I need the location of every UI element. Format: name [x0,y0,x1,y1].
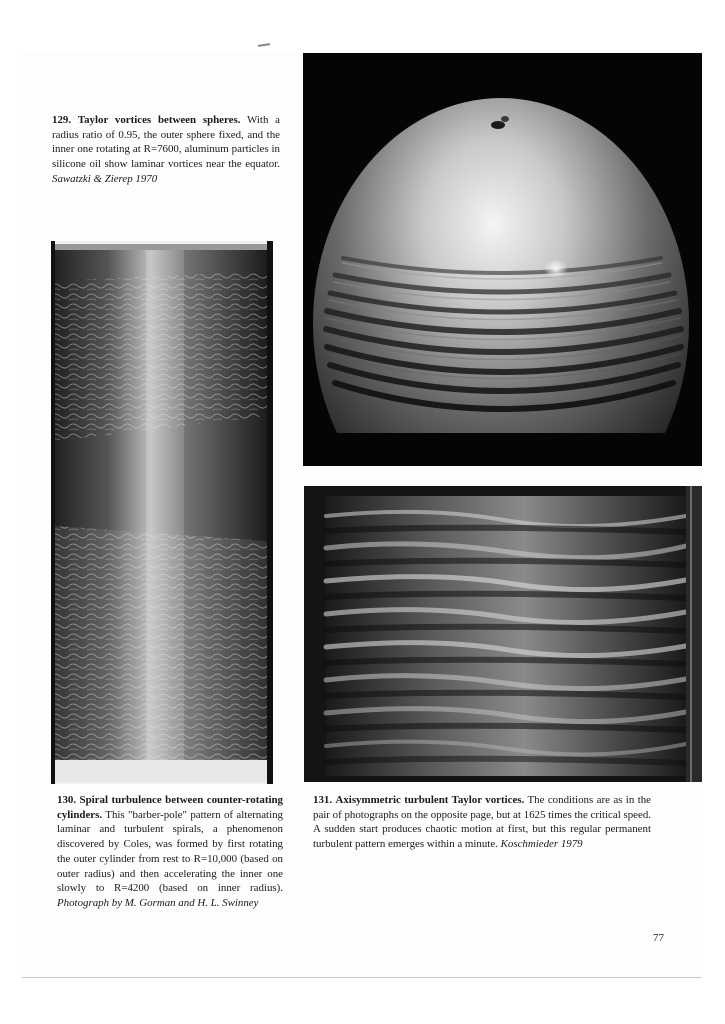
spiral-turbulence-illustration [51,241,273,784]
caption-129-credit: Sawatzki & Zierep 1970 [52,172,158,185]
caption-129-body: With a radius ratio of 0.95, the outer sphere fixed, and the inner one rotating at R=7600, aluminum particles in silicone oil show laminar vortices near the equator. [52,114,280,171]
axisymmetric-vortices-photo [304,486,702,782]
sphere-vortices-photo [303,53,702,466]
caption-130-title: Spiral turbulence between counter-rotating cylinders. [57,794,283,821]
caption-130-number: 130. [57,794,77,806]
axisymmetric-vortices-illustration [304,486,702,782]
caption-129-title: Taylor vortices between spheres. [77,114,241,126]
scan-mark [258,43,270,47]
caption-131-body: The conditions are as in the pair of photographs on the opposite page, but at 1625 times the critical speed. A sudden start produces chaotic motion at first, but this regular permanent turbulent pattern emerges within a minute. [313,794,651,851]
caption-130-body: This "barber-pole" pattern of alternating laminar and turbulent spirals, a phenomenon discovered by Coles, was formed by first rotating the outer cylinder from rest to R=10,000 (based on outer radius) and then accelerating the inner one slowly to R=4200 (based on inner radius). [57,808,283,895]
sphere-vortices-illustration [303,53,702,466]
caption-131-title: Axisymmetric turbulent Taylor vortices. [335,794,525,806]
caption-129 [52,113,280,187]
caption-130-credit: Photograph by M. Gorman and H. L. Swinney [57,896,259,909]
caption-131-number: 131. [313,794,333,806]
caption-129-number: 129. [52,114,72,126]
caption-130 [57,793,283,911]
page-number: 77 [653,932,664,944]
spiral-turbulence-photo [51,241,273,784]
caption-131-credit: Koschmieder 1979 [500,838,583,851]
caption-131 [313,793,651,852]
